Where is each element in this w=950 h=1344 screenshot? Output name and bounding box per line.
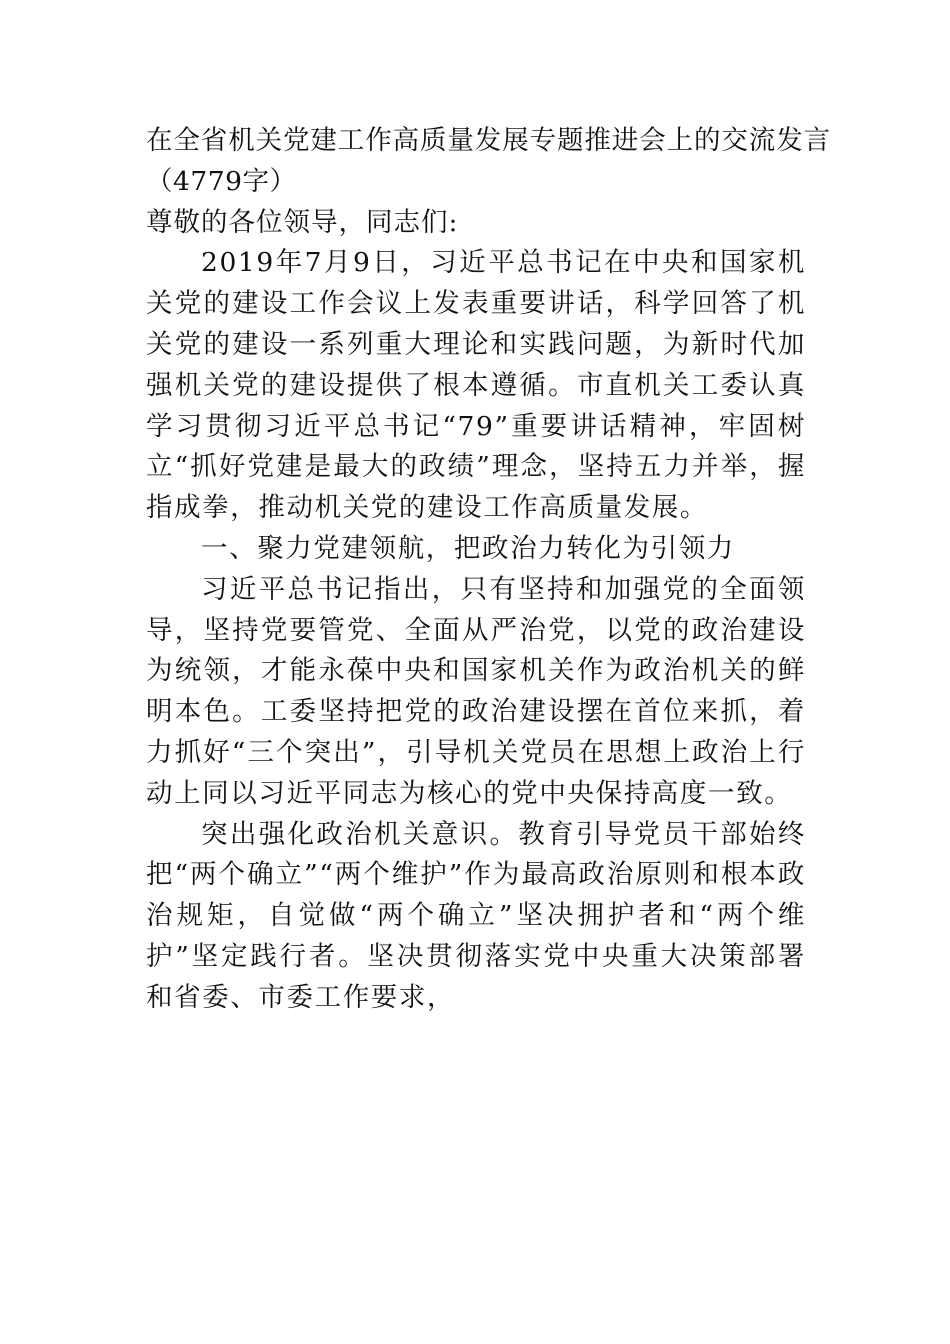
paragraph-section-one: 习近平总书记指出，只有坚持和加强党的全面领导，坚持党要管党、全面从严治党，以党的政治建设为统领，才能永葆中央和国家机关作为政治机关的鲜明本色。工委坚持把党的政治建设摆在首位来抓，着力抓好“三个突出”，引导机关党员在思想上政治上行动上同以习近平同志为核心的党中央保持高度一致。 [146,573,806,809]
word-count: （4779字） [146,165,297,197]
section-heading: 一、聚力党建领航，把政治力转化为引领力 [201,532,735,564]
paragraph-intro: 2019年7月9日，习近平总书记在中央和国家机关党的建设工作会议上发表重要讲话，科学回答了机关党的建设一系列重大理论和实践问题，为新时代加强机关党的建设提供了根本遵循。市直机关工委认真学习贯彻习近平总书记“79”重要讲话精神，牢固树立“抓好党建是最大的政绩”理念，坚持五力并举，握指成拳，推动机关党的建设工作高质量发展。 [146,247,806,524]
document-title: 在全省机关党建工作高质量发展专题推进会上的交流发言 [146,125,831,156]
paragraph-political-awareness: 突出强化政治机关意识。教育引导党员干部始终把“两个确立”“两个维护”作为最高政治原则和根本政治规矩，自觉做“两个确立”坚决拥护者和“两个维护”坚定践行者。坚决贯彻落实党中央重大决策部署和省委、市委工作要求， [146,818,806,1013]
document-body [146,121,831,1019]
salutation: 尊敬的各位领导，同志们: [146,206,459,238]
